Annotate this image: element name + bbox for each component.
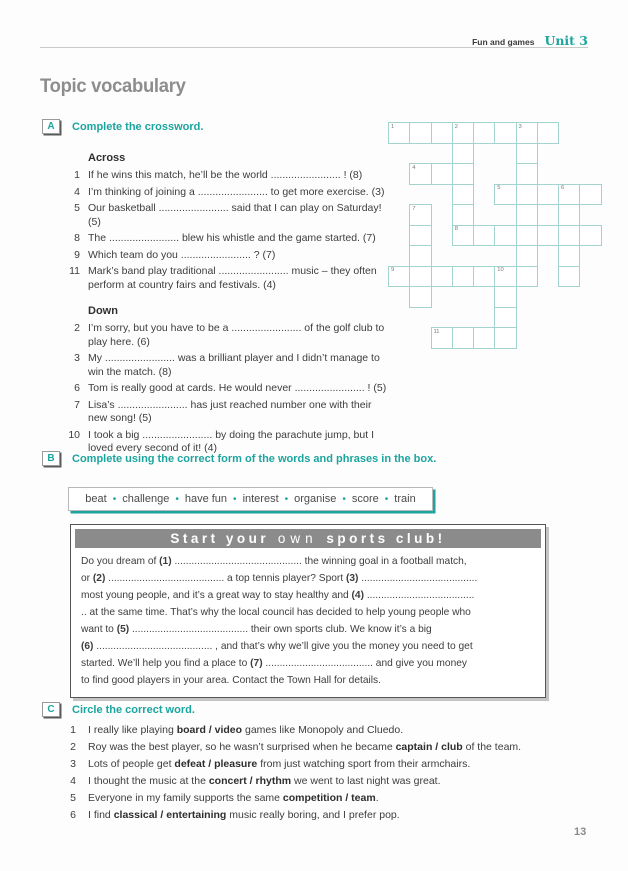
across-clue-8 <box>56 232 392 246</box>
crossword-cell-number: 6 <box>561 185 565 191</box>
word-box-word: beat <box>85 493 107 505</box>
crossword-cell[interactable] <box>537 184 559 206</box>
crossword-cell[interactable] <box>473 122 495 144</box>
item-number: 3 <box>70 758 76 770</box>
section-b-header <box>42 451 436 466</box>
crossword-cell-number: 5 <box>497 185 501 191</box>
crossword-cell[interactable] <box>494 286 516 308</box>
down-clue-3 <box>56 352 392 379</box>
ad-line: want to (5) ......................................... their own sports club. We know it’s a big <box>81 624 432 635</box>
crossword-cell-number: 8 <box>454 226 458 232</box>
page-header <box>472 33 588 48</box>
ad-line: Do you dream of (1) ............................................. the winning goal in a football match, <box>81 556 467 567</box>
section-b-badge: B <box>42 451 60 466</box>
ad-line: .. at the same time. That’s why the local council has decided to help young people who <box>81 607 471 618</box>
bullet-separator: • <box>342 493 346 505</box>
crossword-cell-number: 7 <box>412 205 416 212</box>
section-c-instruction: Circle the correct word. <box>72 703 195 716</box>
clue-text: Mark’s band play traditional ........................ music – they often perform at country fairs and festivals. (4) <box>88 265 377 291</box>
clue-text: My ........................ was a brilliant player and I didn’t manage to win the match. (8) <box>88 352 380 378</box>
circle-item-5 <box>60 792 590 806</box>
item-text: Lots of people get defeat / pleasure from just watching sport from their armchairs. <box>88 758 471 770</box>
ad-title-segment: own <box>269 531 327 546</box>
down-clue-7 <box>56 399 392 426</box>
item-number: 4 <box>70 775 76 787</box>
crossword-grid <box>388 122 603 349</box>
bullet-separator: • <box>284 493 289 505</box>
crossword-cell[interactable] <box>452 327 474 349</box>
crossword-cell[interactable] <box>409 204 431 226</box>
item-text: I find classical / entertaining music really boring, and I prefer pop. <box>88 809 400 821</box>
clue-number: 8 <box>74 232 80 244</box>
crossword-cell[interactable] <box>452 204 474 226</box>
crossword-cell[interactable] <box>409 122 431 144</box>
clue-text: Which team do you ........................ ? (7) <box>88 248 276 261</box>
clue-text: I’m thinking of joining a ........................ to get more exercise. (3) <box>88 185 385 198</box>
word-box-word: organise <box>294 493 337 505</box>
bullet-separator: • <box>175 493 179 505</box>
item-text: Everyone in my family supports the same competition / team. <box>88 792 379 804</box>
circle-item-6 <box>60 809 590 823</box>
across-heading: Across <box>88 152 126 164</box>
word-box-word: have fun <box>184 493 228 505</box>
crossword-cell[interactable] <box>558 204 580 226</box>
bullet-separator: • <box>233 493 237 505</box>
crossword-cell[interactable] <box>409 163 431 185</box>
crossword-cell[interactable] <box>494 225 516 247</box>
ad-line: started. We’ll help you find a place to (7) ...................................... and give you money <box>81 658 467 669</box>
page-title: Topic vocabulary <box>40 76 186 97</box>
crossword-cell[interactable] <box>537 225 559 247</box>
clue-text: Our basketball ........................ said that I can play on Saturday! (5) <box>88 202 382 228</box>
item-text: I thought the music at the concert / rhythm we went to last night was great. <box>88 775 441 787</box>
ad-line: to find good players in your area. Contact the Town Hall for details. <box>81 675 381 686</box>
across-clue-1 <box>56 169 392 183</box>
crossword-cell-number: 9 <box>391 267 395 273</box>
crossword-cell[interactable] <box>473 225 495 247</box>
crossword-cell-number: 11 <box>433 328 440 335</box>
crossword-cell[interactable] <box>537 122 559 144</box>
clues-column <box>56 152 395 459</box>
clue-text: The ........................ blew his whistle and the game started. (7) <box>88 232 376 244</box>
crossword-cell[interactable] <box>516 245 538 267</box>
section-c-badge: C <box>42 702 60 717</box>
item-text: I really like playing board / video games like Monopoly and Cluedo. <box>88 724 404 736</box>
clue-number: 1 <box>74 169 80 181</box>
page-number: 13 <box>574 826 587 838</box>
down-heading: Down <box>88 305 118 317</box>
section-a-header <box>42 119 203 134</box>
clue-text: If he wins this match, he’ll be the world ........................ ! (8) <box>88 169 363 181</box>
crossword-cell[interactable] <box>431 163 453 185</box>
section-a-badge: A <box>42 119 60 134</box>
crossword-cell[interactable] <box>494 327 516 349</box>
crossword-cell[interactable] <box>516 143 538 165</box>
word-box-word: interest <box>242 493 279 505</box>
crossword-cell[interactable] <box>452 225 474 247</box>
circle-item-3 <box>60 758 590 772</box>
crossword-cell[interactable] <box>494 122 516 144</box>
crossword-cell[interactable] <box>431 266 453 288</box>
clue-text: Tom is really good at cards. He would never ........................ ! (5) <box>88 382 387 394</box>
crossword-cell-number: 10 <box>497 267 504 273</box>
crossword-cell[interactable] <box>579 225 601 247</box>
crossword-cell-number: 1 <box>391 123 395 130</box>
crossword-cell[interactable] <box>516 204 538 226</box>
sports-club-ad <box>70 524 546 698</box>
across-clues <box>56 169 395 292</box>
crossword-cell[interactable] <box>431 327 453 349</box>
crossword-cell[interactable] <box>452 163 474 185</box>
crossword-cell[interactable] <box>452 143 474 165</box>
crossword-cell[interactable] <box>558 245 580 267</box>
circle-items <box>60 724 590 826</box>
crossword-cell[interactable] <box>431 122 453 144</box>
clue-text: I’m sorry, but you have to be a ........................ of the golf club to play here. (6) <box>88 322 385 348</box>
clue-number: 9 <box>74 248 80 261</box>
item-number: 6 <box>70 809 76 821</box>
clue-text: I took a big ........................ by doing the parachute jump, but I loved every second of it! (4) <box>88 428 374 454</box>
item-text: Roy was the best player, so he wasn’t surprised when he became captain / club of the team. <box>88 741 522 753</box>
word-box-word: score <box>351 493 379 505</box>
crossword-cell[interactable] <box>409 245 431 267</box>
crossword-cell[interactable] <box>558 184 580 206</box>
crossword-cell[interactable] <box>516 266 538 288</box>
crossword-cell[interactable] <box>516 163 538 185</box>
word-box <box>68 487 433 511</box>
crossword-cell[interactable] <box>494 184 516 206</box>
clue-number: 5 <box>74 202 80 214</box>
crossword-cell[interactable] <box>409 286 431 308</box>
section-a-instruction: Complete the crossword. <box>72 120 204 133</box>
crossword-cell[interactable] <box>473 266 495 288</box>
word-box-word: challenge <box>122 493 170 505</box>
crossword-cell[interactable] <box>516 225 538 247</box>
item-number: 1 <box>70 724 76 736</box>
item-number: 5 <box>70 792 76 804</box>
across-clue-11 <box>56 265 395 292</box>
crossword-cell[interactable] <box>409 266 431 288</box>
crossword-cell[interactable] <box>452 122 474 144</box>
down-clue-2 <box>56 322 392 349</box>
crossword-cell[interactable] <box>558 266 580 288</box>
circle-item-1 <box>60 724 590 738</box>
crossword-cell[interactable] <box>494 307 516 329</box>
clue-number: 7 <box>74 398 80 411</box>
clue-number: 2 <box>74 322 80 334</box>
circle-item-2 <box>60 741 590 755</box>
bullet-separator: • <box>112 493 117 505</box>
ad-line: or (2) ......................................... a top tennis player? Sport (3) ......................................... <box>81 573 478 584</box>
crossword-cell[interactable] <box>579 184 601 206</box>
circle-item-4 <box>60 775 590 789</box>
ad-title-segment: Start your <box>170 531 270 546</box>
clue-number: 3 <box>74 352 80 364</box>
section-b-instruction: Complete using the correct form of the words and phrases in the box. <box>72 452 437 465</box>
ad-title <box>75 529 541 548</box>
ad-body <box>75 548 541 693</box>
clue-number: 6 <box>74 382 80 394</box>
crossword-cell[interactable] <box>452 266 474 288</box>
crossword-cell[interactable] <box>558 225 580 247</box>
ad-line: most young people, and it’s a great way to stay healthy and (4) ...................................... <box>81 590 475 601</box>
header-topic: Fun and games <box>472 37 535 47</box>
crossword-cell[interactable] <box>388 122 410 144</box>
clue-number: 4 <box>74 185 80 198</box>
crossword-cell-number: 2 <box>454 123 458 130</box>
clue-text: Lisa’s ........................ has just reached number one with their new song! (5) <box>88 398 372 424</box>
crossword-cell[interactable] <box>494 266 516 288</box>
crossword-cell[interactable] <box>516 122 538 144</box>
crossword-cell[interactable] <box>473 327 495 349</box>
header-unit: Unit 3 <box>544 33 588 48</box>
crossword-cell-number: 3 <box>518 123 522 130</box>
section-c-header <box>42 702 195 717</box>
ad-title-segment: sports club! <box>326 531 446 546</box>
word-box-word: train <box>394 493 416 505</box>
across-clue-4 <box>56 186 392 200</box>
item-number: 2 <box>70 741 76 753</box>
crossword-cell[interactable] <box>409 225 431 247</box>
crossword-cell[interactable] <box>452 184 474 206</box>
ad-line: (6) ......................................... , and that’s why we’ll give you the money you need to get <box>81 641 473 652</box>
across-clue-5 <box>56 202 392 229</box>
clue-number: 11 <box>69 265 80 277</box>
down-clues <box>56 322 392 456</box>
down-clue-6 <box>56 382 392 396</box>
crossword-cell-number: 4 <box>412 164 416 171</box>
bullet-separator: • <box>384 493 389 505</box>
crossword-cell[interactable] <box>516 184 538 206</box>
crossword-cell[interactable] <box>388 266 410 288</box>
across-clue-9 <box>56 249 392 263</box>
clue-number: 10 <box>68 428 80 441</box>
